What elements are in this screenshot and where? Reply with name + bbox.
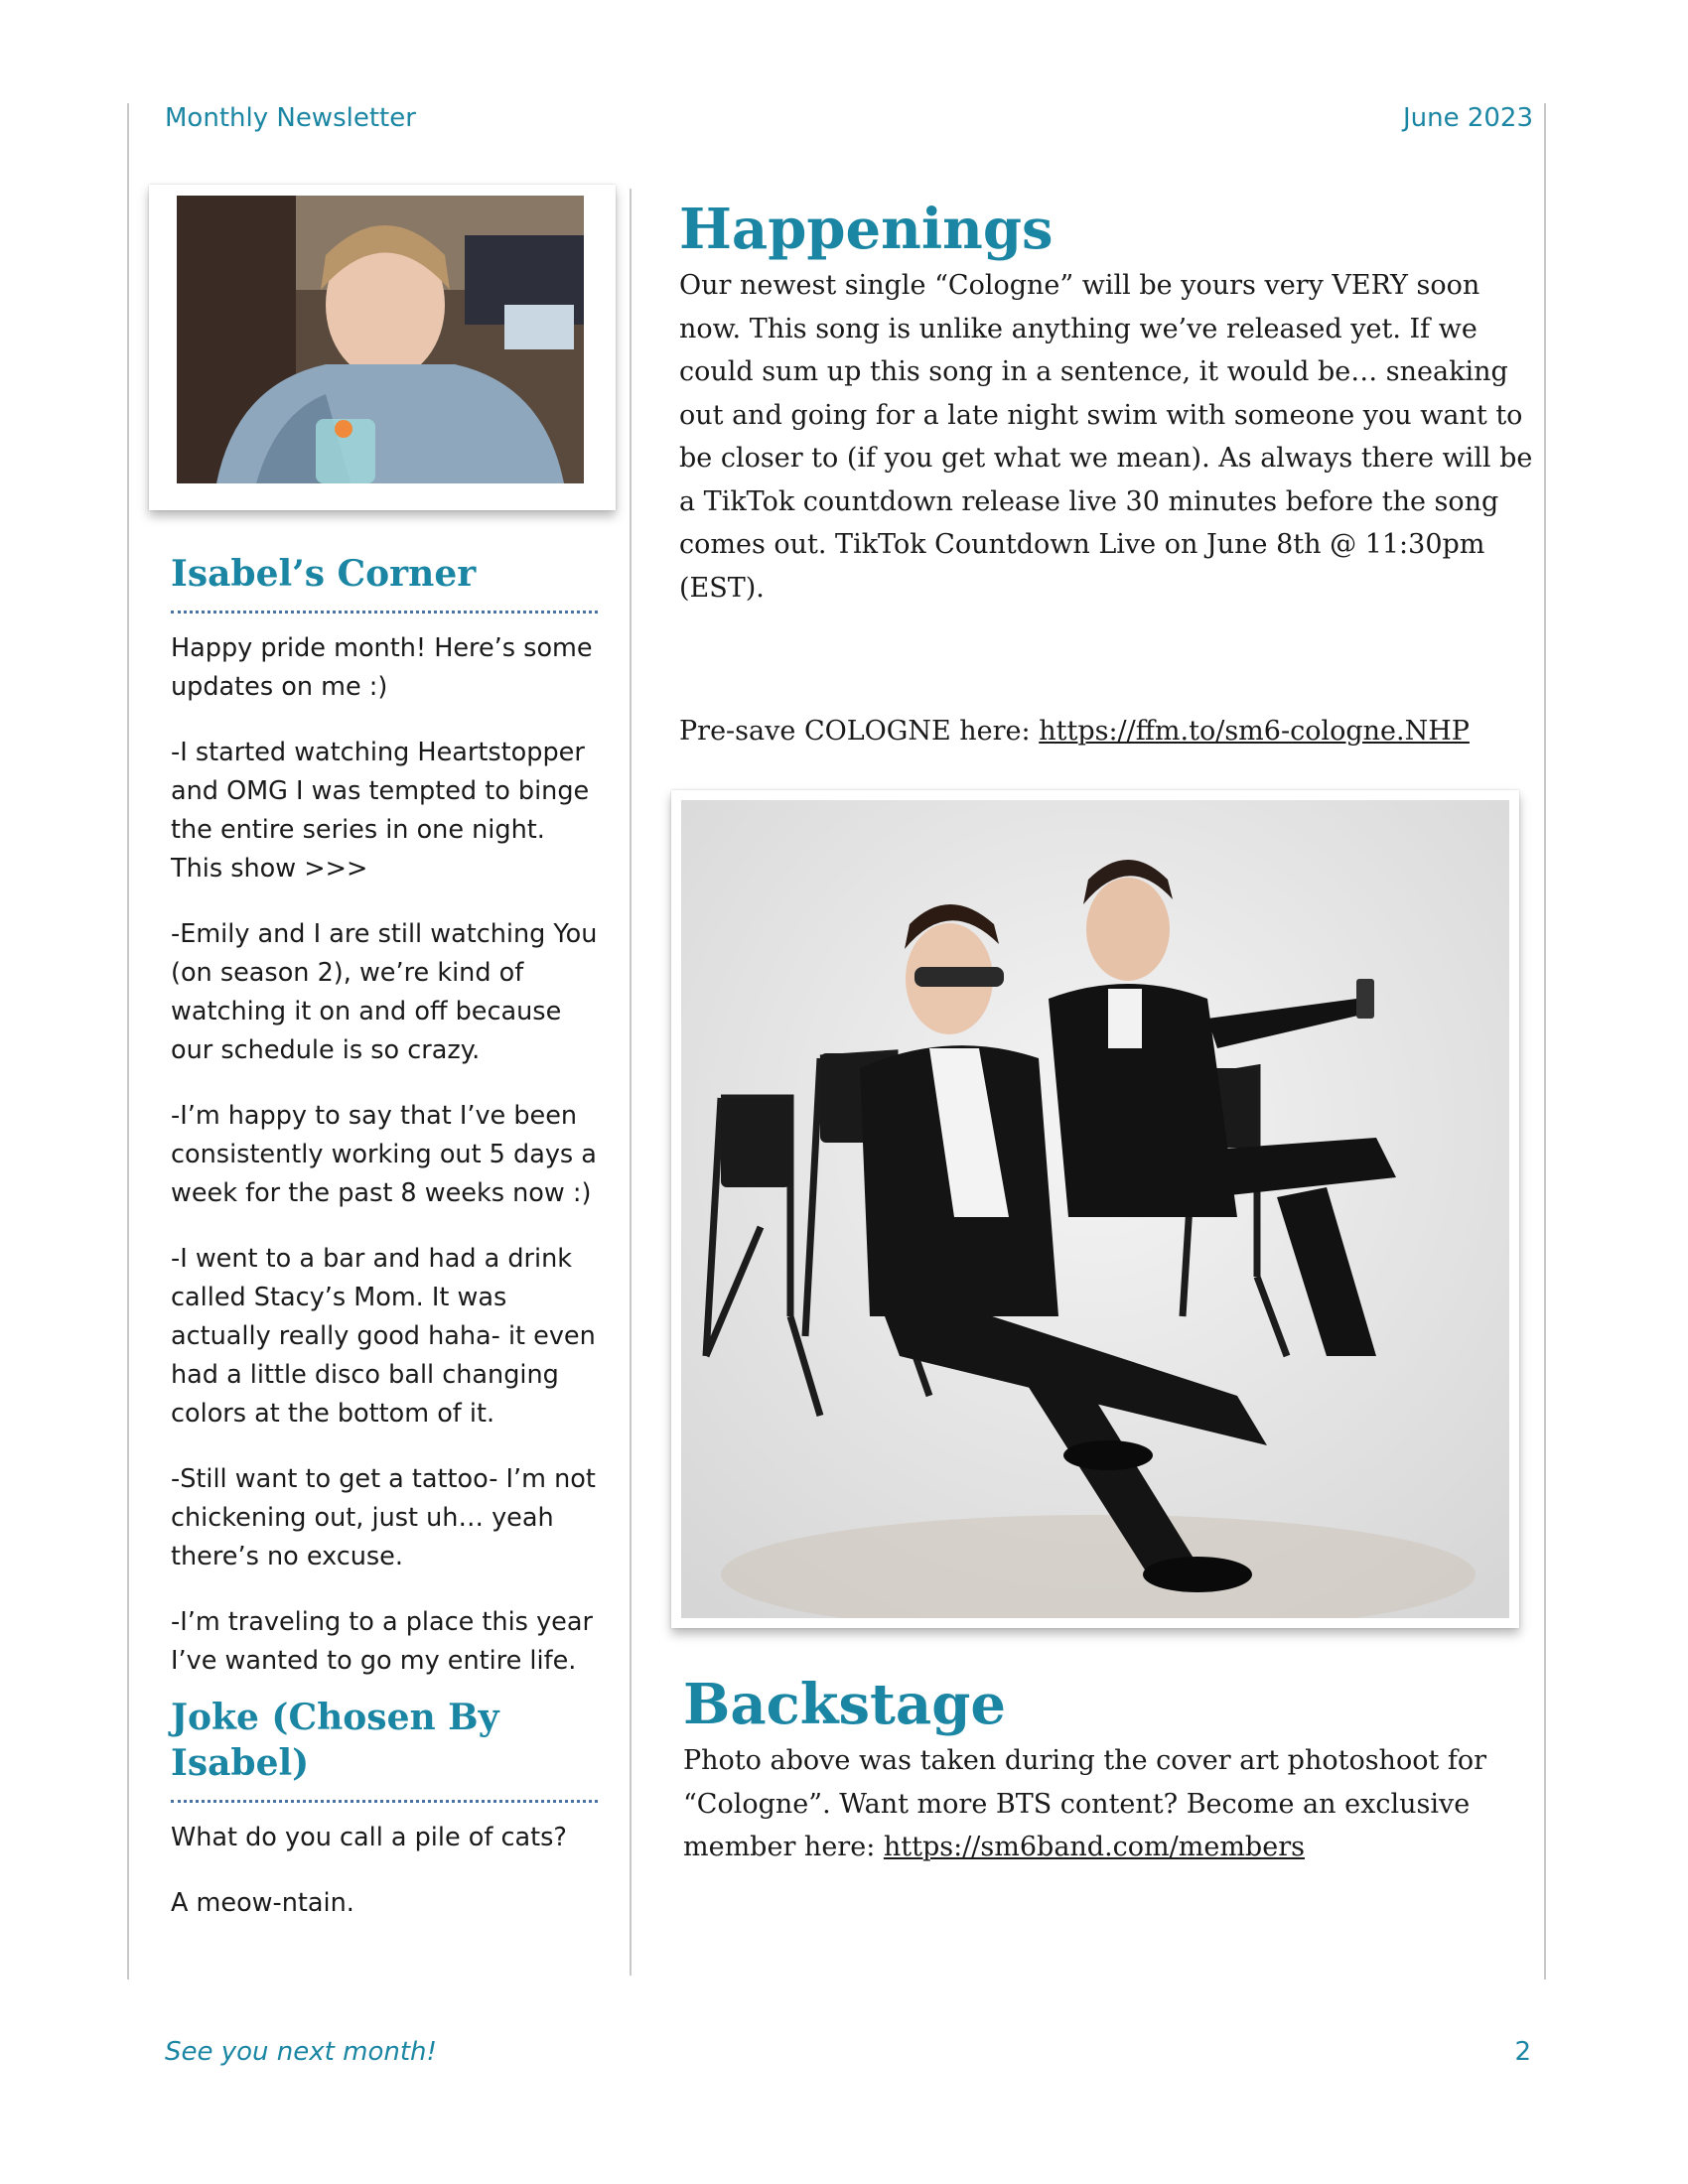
page-number: 2 (1514, 2037, 1531, 2067)
isabels-corner-heading: Isabel’s Corner (171, 553, 477, 595)
isabel-photo (149, 185, 616, 510)
column-divider-rule (630, 189, 632, 1976)
backstage-heading: Backstage (683, 1672, 1006, 1737)
backstage-section (683, 1670, 1537, 1869)
corner-paragraph: -I started watching Heartstopper and OMG I was tempted to binge the entire series in one night. This show >>> (171, 738, 590, 884)
corner-paragraph: -I’m traveling to a place this year I’ve wanted to go my entire life. (171, 1607, 593, 1676)
footer-signoff: See you next month! (165, 2037, 437, 2067)
main-column (679, 195, 1533, 753)
joke-heading: Joke (Chosen By Isabel) (171, 1697, 499, 1784)
corner-paragraph: -I went to a bar and had a drink called Stacy’s Mom. It was actually really good haha- it even had a little disco ball changing colors at the bottom of it. (171, 1244, 596, 1429)
newsletter-title: Monthly Newsletter (165, 103, 416, 133)
sidebar (171, 551, 598, 1950)
happenings-heading: Happenings (679, 197, 1054, 262)
presave-line (679, 710, 1533, 753)
joke-answer: A meow-ntain. (171, 1888, 354, 1918)
happenings-body: Our newest single “Cologne” will be yours very VERY soon now. This song is unlike anything we’ve released yet. If we could sum up this song in a sentence, it would be… sneaking out and going for a late night swim with someone you want to be closer to (if you get what we mean). As always there will be a TikTok countdown release live 30 minutes before the song comes out. TikTok Countdown Live on June 8th @ 11:30pm (EST). (679, 270, 1533, 604)
right-page-rule (1544, 103, 1546, 1979)
backstage-body (683, 1739, 1537, 1869)
backstage-text: Photo above was taken during the cover art photoshoot for “Cologne”. Want more BTS content? Become an exclusive member here: (683, 1745, 1487, 1862)
presave-label: Pre-save COLOGNE here: (679, 716, 1040, 747)
heading-divider (171, 1800, 598, 1803)
corner-paragraph: -Emily and I are still watching You (on season 2), we’re kind of watching it on and off because our schedule is so crazy. (171, 919, 598, 1065)
members-link[interactable]: https://sm6band.com/members (883, 1832, 1305, 1862)
corner-paragraph: Happy pride month! Here’s some updates on me :) (171, 633, 593, 702)
presave-link[interactable]: https://ffm.to/sm6-cologne.NHP (1039, 716, 1470, 747)
band-photo (671, 790, 1519, 1628)
left-page-rule (127, 103, 129, 1979)
corner-paragraph: -Still want to get a tattoo- I’m not chickening out, just uh… yeah there’s no excuse. (171, 1464, 596, 1571)
corner-paragraph: -I’m happy to say that I’ve been consistently working out 5 days a week for the past 8 weeks now :) (171, 1101, 597, 1208)
joke-question: What do you call a pile of cats? (171, 1823, 567, 1852)
heading-divider (171, 611, 598, 614)
newsletter-date: June 2023 (1402, 103, 1533, 133)
